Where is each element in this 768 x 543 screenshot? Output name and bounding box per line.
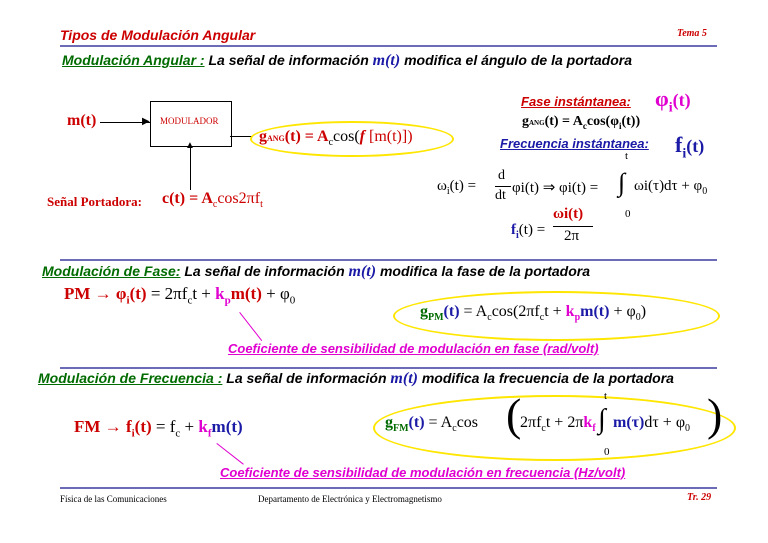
kp-pointer-line: [239, 312, 262, 341]
fase-desc-post: modifica la fase de la portadora: [379, 263, 591, 279]
carrier-arrow-head: ▲: [185, 140, 195, 151]
fase-desc-pre: La señal de información: [184, 263, 345, 279]
footer-department: Departamento de Electrónica y Electromagnetismo: [258, 494, 442, 504]
footer-course: Física de las Comunicaciones: [60, 494, 167, 504]
integral-sign-1: ∫: [618, 168, 626, 197]
d-fraction-bar: [495, 186, 511, 187]
frecuencia-coef-note: Coeficiente de sensibilidad de modulación en frecuencia (Hz/volt): [220, 465, 626, 480]
frecuencia-heading: Modulación de Frecuencia :: [38, 370, 223, 386]
freq-inst-symbol: $f_i(t)$: [675, 132, 705, 162]
fase-mt: m(t): [348, 263, 377, 280]
fm-right-paren: ): [707, 389, 723, 440]
g-pm-equation: $g_{PM}(t) = A_c\cos(2\pi f_ct + k_pm(t) + \varphi_0)$: [420, 303, 647, 324]
fm-equation: FM → $f_i(t) = f_c + k_fm(t)$: [74, 417, 243, 440]
g-fm-integrand: $m(\tau)d\tau + \varphi_0$: [613, 414, 691, 435]
fi-denominator: 2π: [564, 228, 580, 244]
omega-lhs: $\omega_i(t)$ =: [437, 178, 477, 197]
d-numerator: d: [498, 168, 505, 183]
fi-lhs: $f_i(t)$ =: [511, 222, 546, 241]
g-fm-lhs: $g_{FM}(t) = A_c\cos$: [385, 414, 479, 435]
output-arrow-line: [230, 136, 252, 137]
angular-heading: Modulación Angular :: [62, 52, 205, 68]
footer-slide-number: Tr. 29: [687, 492, 712, 503]
frecuencia-desc-post: modifica la frecuencia de la portadora: [421, 370, 674, 386]
frecuencia-mt: m(t): [390, 370, 418, 387]
fase-heading-row: [42, 263, 590, 281]
fm-left-paren: (: [506, 389, 522, 440]
int-upper-limit: t: [625, 150, 629, 162]
d-denominator: dt: [495, 188, 506, 203]
g-fm-argument: $2\pi f_ct + 2\pi k_f$: [520, 414, 596, 435]
int-lower-limit: 0: [625, 208, 631, 220]
slide-title: Tipos de Modulación Angular: [60, 27, 256, 43]
angular-desc-pre: La señal de información: [208, 52, 369, 68]
omega-integral: $\omega i(\tau)d\tau + \varphi_0$: [634, 178, 708, 197]
g-ang-line: gANG(t) = $A_c\cos(\varphi_i(t))$: [522, 114, 641, 131]
freq-inst-label: Frecuencia instántanea:: [500, 136, 649, 151]
header-divider: [60, 45, 717, 47]
fm-int-lower: 0: [604, 446, 610, 458]
fase-heading: Modulación de Fase:: [42, 263, 181, 279]
fase-inst-label: Fase instántanea:: [521, 94, 631, 109]
angular-heading-row: [62, 52, 632, 70]
section-divider-2: [60, 367, 717, 369]
angular-mt: m(t): [372, 52, 401, 69]
g-ang-equation: gANG(t) = $A_c\cos(f$ [m(t)]): [259, 128, 413, 149]
block-input-label: m(t): [67, 112, 97, 129]
fase-coef-note: Coeficiente de sensibilidad de modulación en fase (rad/volt): [228, 341, 599, 356]
modulator-label: MODULADOR: [160, 116, 219, 126]
carrier-label: Señal Portadora:: [47, 194, 142, 209]
integral-sign-2: ∫: [598, 404, 606, 435]
carrier-equation: $c(t) = A_c\cos 2\pi f_t$: [162, 190, 263, 211]
fase-inst-symbol: $\varphi_i(t)$: [655, 86, 691, 116]
angular-desc-post: modifica el ángulo de la portadora: [404, 52, 633, 68]
phi-derivation: φi(t) ⇒ φi(t) =: [512, 180, 599, 196]
carrier-arrow-line: [190, 146, 191, 190]
kf-pointer-line: [216, 443, 243, 465]
input-arrow-head: ▶: [142, 116, 150, 127]
frecuencia-heading-row: [38, 370, 674, 388]
pm-equation: PM → $\varphi_i(t) = 2\pi f_ct + k_pm(t) + \varphi_0$: [64, 284, 296, 307]
fi-numerator: ωi(t): [553, 206, 584, 222]
section-divider-1: [60, 259, 717, 261]
frecuencia-desc-pre: La señal de información: [226, 370, 387, 386]
footer-divider: [60, 487, 717, 489]
fi-fraction-bar: [553, 226, 593, 227]
fm-int-upper: t: [604, 390, 608, 402]
tema-label: Tema 5: [677, 28, 707, 39]
